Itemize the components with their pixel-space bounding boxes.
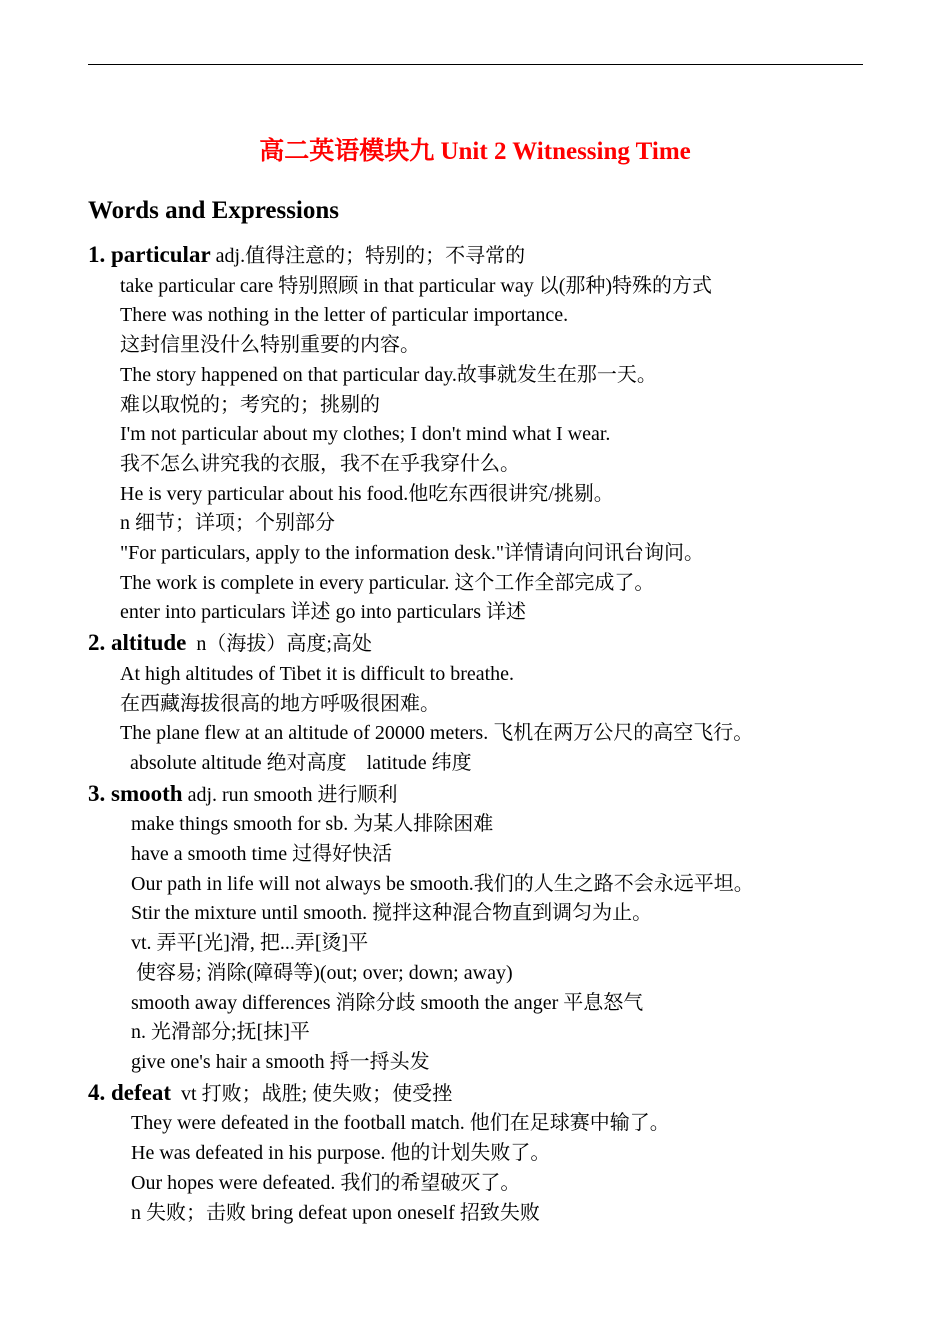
example-line: The plane flew at an altitude of 20000 meters. 飞机在两万公尺的高空飞行。 [120, 722, 754, 745]
example-line: 我不怎么讲究我的衣服，我不在乎我穿什么。 [120, 452, 520, 475]
example-line: "For particulars, apply to the information desk."详情请向问讯台询问。 [120, 542, 705, 565]
example-line: n 失败；击败 bring defeat upon oneself 招致失败 [131, 1201, 540, 1224]
entry-head [88, 240, 868, 272]
example-line: 这封信里没什么特别重要的内容。 [120, 334, 420, 357]
example-line: I'm not particular about my clothes; I don't mind what I wear. [120, 423, 611, 446]
example-line: They were defeated in the football match. 他们在足球赛中输了。 [131, 1112, 670, 1135]
example-line: absolute altitude 绝对高度 latitude 纬度 [120, 751, 472, 774]
entry-head [88, 1078, 868, 1110]
example-line: 使容易; 消除(障碍等)(out; over; down; away) [131, 961, 513, 984]
example-line: vt. 弄平[光]滑, 把...弄[烫]平 [131, 932, 369, 955]
section-heading: Words and Expressions [88, 197, 340, 224]
vocab-entry [88, 240, 868, 628]
example-line: Our hopes were defeated. 我们的希望破灭了。 [131, 1171, 521, 1194]
example-line: He is very particular about his food.他吃东西很讲究/挑剔。 [120, 482, 614, 505]
example-line: 难以取悦的；考究的；挑剔的 [120, 393, 380, 416]
header-rule [88, 64, 863, 65]
definition: n（海拔）高度;高处 [186, 633, 372, 656]
example-line: take particular care 特别照顾 in that particular way 以(那种)特殊的方式 [120, 274, 713, 297]
example-line: enter into particulars 详述 go into particulars 详述 [120, 601, 527, 624]
definition: adj.值得注意的；特别的；不寻常的 [210, 245, 526, 267]
example-line: Our path in life will not always be smooth.我们的人生之路不会永远平坦。 [131, 872, 754, 895]
example-line: make things smooth for sb. 为某人排除困难 [131, 813, 494, 836]
example-line: There was nothing in the letter of particular importance. [120, 304, 569, 327]
vocab-entry [88, 1078, 868, 1229]
definition: vt 打败；战胜; 使失败；使受挫 [171, 1082, 453, 1105]
definition: adj. run smooth 进行顺利 [182, 783, 398, 806]
entry-head [88, 779, 868, 811]
headword: 3. smooth [88, 780, 183, 806]
vocab-entry [88, 779, 868, 1078]
example-line: The work is complete in every particular. 这个工作全部完成了。 [120, 571, 655, 594]
example-line: n 细节；详项；个别部分 [120, 512, 335, 535]
headword: 4. defeat [88, 1079, 172, 1105]
page-title: 高二英语模块九 Unit 2 Witnessing Time [259, 138, 691, 165]
headword: 1. particular [88, 242, 211, 267]
example-line: The story happened on that particular day.故事就发生在那一天。 [120, 363, 657, 386]
example-line: smooth away differences 消除分歧 smooth the anger 平息怒气 [131, 991, 644, 1014]
vocab-entry [88, 628, 868, 779]
example-line: 在西藏海拔很高的地方呼吸很困难。 [120, 692, 440, 715]
entry-head [88, 628, 868, 660]
example-line: He was defeated in his purpose. 他的计划失败了。 [131, 1142, 551, 1165]
example-line: At high altitudes of Tibet it is difficult to breathe. [120, 662, 515, 685]
vocabulary-list [88, 240, 868, 1228]
example-line: give one's hair a smooth 捋一捋头发 [131, 1050, 430, 1073]
example-line: have a smooth time 过得好快活 [131, 843, 393, 866]
headword: 2. altitude [88, 630, 187, 656]
example-line: Stir the mixture until smooth. 搅拌这种混合物直到调匀为止。 [131, 902, 653, 925]
example-line: n. 光滑部分;抚[抹]平 [131, 1021, 310, 1044]
